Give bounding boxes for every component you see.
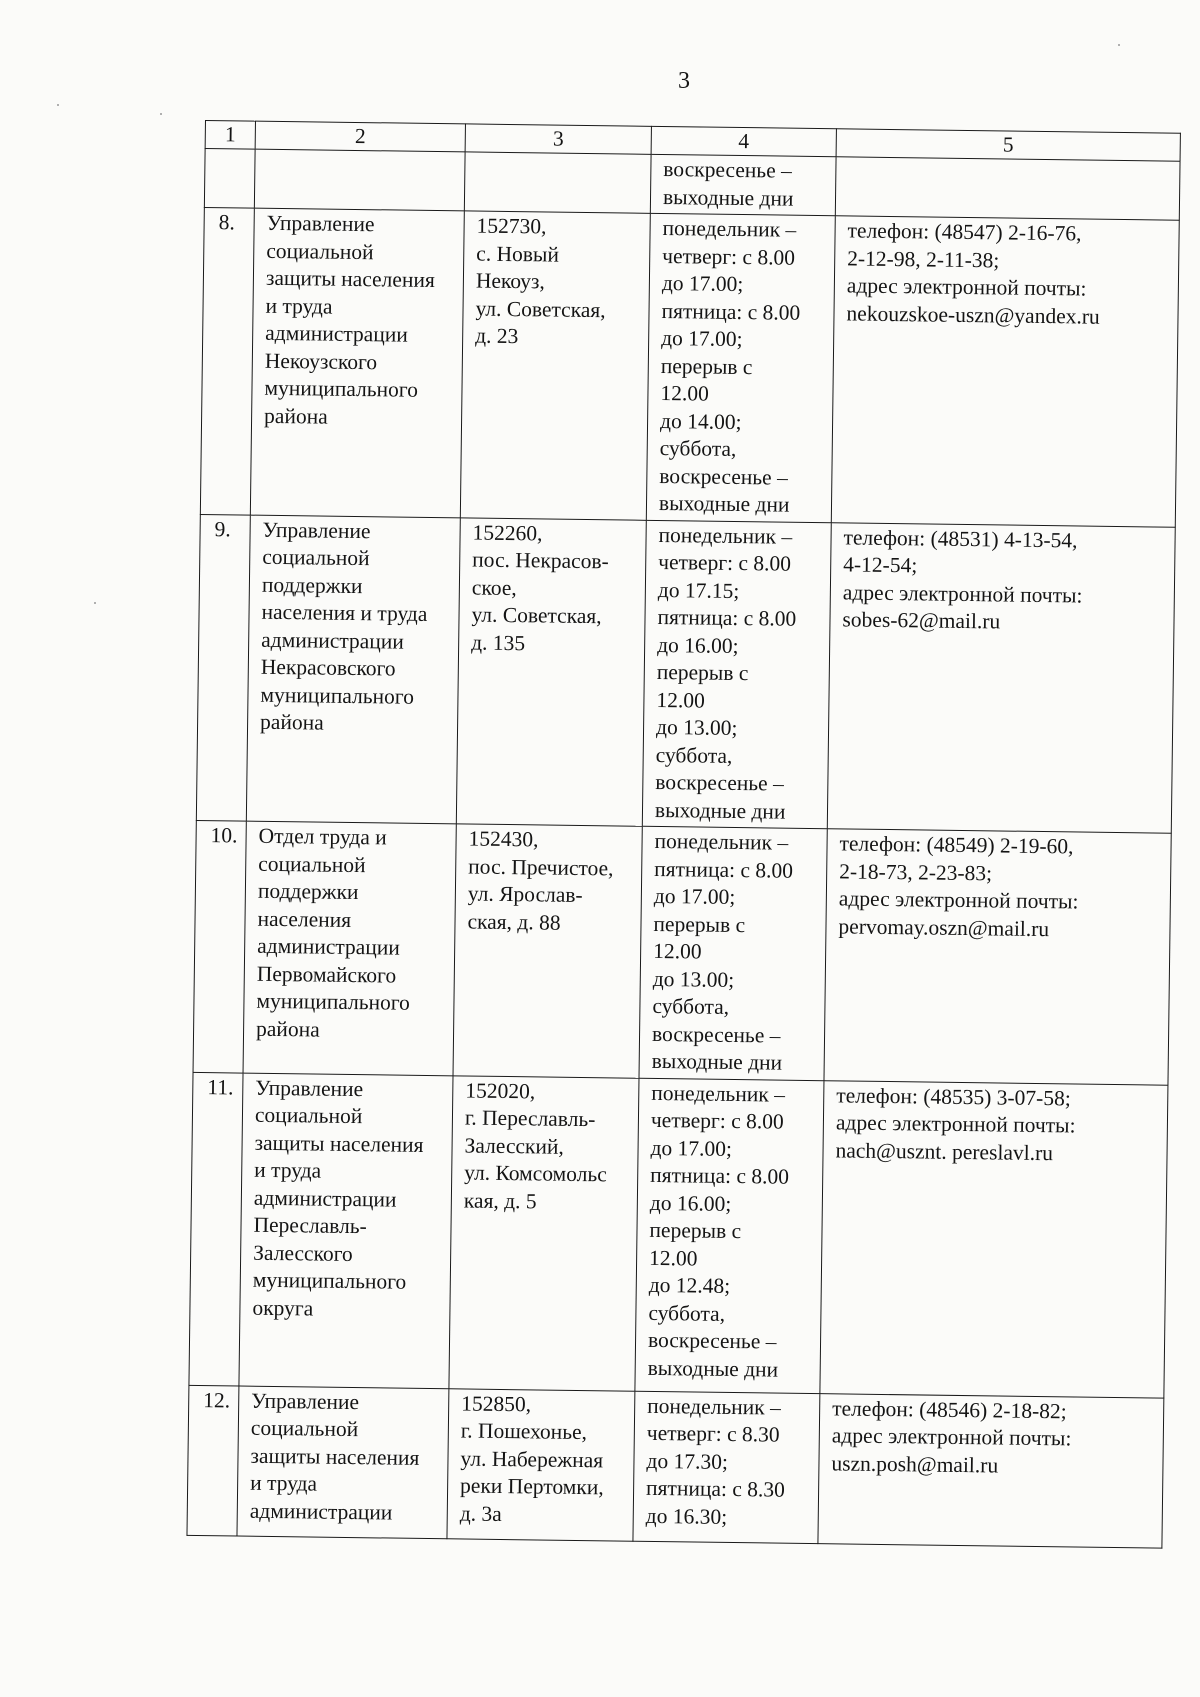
organization-name-cell: [243, 821, 456, 1075]
contacts-line: nach@usznt. pereslavl.ru: [835, 1137, 1054, 1165]
work-schedule-cell: [633, 1391, 820, 1543]
work-schedule-line: понедельник –: [647, 1393, 781, 1420]
address-line: Залесский,: [464, 1132, 564, 1159]
work-schedule-line: 12.00: [656, 687, 705, 713]
contacts-line: 2-18-73, 2-23-83;: [839, 858, 993, 885]
contacts-cell: [831, 216, 1179, 527]
address-line: г. Переславль-: [464, 1105, 596, 1132]
work-schedule-line: суббота,: [655, 742, 733, 768]
organization-name-line: поддержки: [261, 572, 363, 598]
organization-name-line: защиты населения: [265, 265, 435, 293]
work-schedule-line: до 17.00;: [650, 1135, 733, 1161]
organization-name-line: и труда: [250, 1470, 318, 1496]
address-cell: [453, 824, 642, 1078]
contacts-line: телефон: (48549) 2-19-60,: [839, 831, 1074, 859]
organization-name-line: района: [259, 709, 324, 735]
address-line: 152730,: [476, 213, 547, 239]
address-line: ское,: [471, 575, 517, 600]
row-number-cell: 8.: [200, 207, 254, 514]
work-schedule-line: понедельник –: [658, 522, 793, 549]
work-schedule-line: понедельник –: [651, 1080, 786, 1107]
address-line: с. Новый: [476, 241, 560, 267]
work-schedule-line: до 14.00;: [659, 408, 742, 434]
organization-name-line: Залесского: [253, 1240, 353, 1266]
organization-name-line: социальной: [254, 1102, 363, 1129]
address-line: Некоуз,: [475, 268, 546, 294]
organization-name-line: Первомайского: [256, 961, 397, 988]
work-schedule-cell: [639, 826, 827, 1080]
contacts-line: адрес электронной почты:: [838, 886, 1079, 914]
row-number-cell: 12.: [187, 1385, 239, 1536]
table-row: [200, 207, 1179, 526]
work-schedule-line: воскресенье –: [659, 463, 788, 490]
organization-name-line: Управление: [266, 210, 375, 237]
organization-name-line: Отдел труда и: [258, 823, 387, 850]
address-line: ская, д. 88: [467, 909, 561, 935]
work-schedule-line: воскресенье –: [651, 1021, 781, 1048]
contacts-line: uszn.posh@mail.ru: [831, 1450, 999, 1477]
work-schedule-line: пятница: с 8.00: [661, 298, 801, 325]
table-row: [189, 1072, 1168, 1398]
scan-speck: [160, 113, 162, 115]
work-schedule-line: 12.00: [653, 938, 702, 964]
work-schedule-cell: [635, 1078, 824, 1393]
scan-speck: [1118, 44, 1120, 46]
address-cell: [449, 1075, 639, 1390]
header-col-5: 5: [836, 129, 1180, 162]
work-schedule-line: четверг: с 8.00: [658, 549, 792, 576]
contacts-line: nekouzskoe-uszn@yandex.ru: [846, 300, 1100, 329]
work-schedule-cell: [642, 520, 831, 829]
work-schedule-line: до 17.15;: [657, 577, 740, 603]
organization-name-line: и труда: [265, 293, 333, 319]
work-schedule-line: до 17.00;: [653, 883, 736, 910]
contacts-line: sobes-62@mail.ru: [842, 607, 1001, 634]
work-schedule-line: выходные дни: [654, 797, 786, 824]
address-line: д. 3а: [459, 1500, 502, 1526]
continuation-address: [464, 152, 651, 213]
organization-name-line: администрации: [257, 933, 400, 960]
organization-name-line: района: [255, 1016, 320, 1042]
work-schedule-line: пятница: с 8.00: [657, 604, 797, 631]
scan-speck: [94, 602, 96, 604]
address-line: 152020,: [465, 1077, 536, 1103]
organization-name-line: района: [263, 403, 328, 429]
work-schedule-line: пятница: с 8.00: [650, 1162, 790, 1189]
address-cell: [447, 1388, 635, 1540]
work-schedule-line: суббота,: [659, 435, 737, 461]
organization-name-line: администрации: [261, 627, 404, 654]
address-line: ул. Комсомольс: [464, 1160, 607, 1187]
organization-name-line: социальной: [266, 238, 374, 264]
address-line: кая, д. 5: [463, 1187, 537, 1213]
work-schedule-line: перерыв с: [653, 911, 746, 937]
schedule-line: воскресенье –: [663, 157, 792, 183]
work-schedule-line: воскресенье –: [655, 769, 784, 796]
organization-name-line: и труда: [254, 1157, 322, 1183]
organization-name-line: населения и труда: [261, 599, 428, 626]
contacts-cell: [818, 1393, 1164, 1547]
organization-name-line: защиты населения: [250, 1443, 420, 1470]
organization-name-line: населения: [257, 906, 352, 932]
organization-name-line: администрации: [249, 1498, 393, 1525]
contacts-cell: [827, 522, 1175, 833]
address-line: г. Пошехонье,: [460, 1418, 588, 1445]
schedule-line: выходные дни: [662, 184, 794, 211]
work-schedule-line: суббота,: [648, 1300, 726, 1326]
organization-name-line: социальной: [258, 851, 366, 877]
organization-name-line: администрации: [265, 320, 408, 347]
work-schedule-line: до 17.00;: [661, 325, 743, 352]
address-line: ул. Ярослав-: [467, 881, 583, 908]
address-line: д. 23: [475, 323, 519, 349]
contacts-line: 4-12-54;: [843, 552, 918, 578]
organization-name-line: муниципального: [260, 682, 415, 709]
address-cell: [460, 211, 650, 520]
work-schedule-line: до 13.00;: [655, 714, 738, 741]
organization-name-line: муниципального: [256, 988, 411, 1015]
work-schedule-line: суббота,: [652, 993, 730, 1019]
organization-name-line: администрации: [253, 1185, 397, 1212]
header-col-1: 1: [205, 121, 255, 150]
work-schedule-line: четверг: с 8.30: [646, 1420, 780, 1447]
address-line: 152260,: [472, 520, 543, 545]
organization-name-line: социальной: [262, 544, 370, 571]
table-row: [193, 820, 1171, 1084]
organization-name-line: округа: [252, 1295, 314, 1321]
contacts-line: телефон: (48547) 2-16-76,: [847, 218, 1082, 246]
address-line: ул. Набережная: [460, 1445, 604, 1472]
organizations-table: [186, 120, 1180, 1548]
organization-name-line: Управление: [255, 1075, 364, 1101]
work-schedule-line: до 17.30;: [646, 1448, 729, 1474]
contacts-line: адрес электронной почты:: [846, 273, 1087, 301]
table-row: [196, 514, 1175, 833]
organization-name-line: Некоузского: [264, 348, 378, 374]
address-line: д. 135: [471, 630, 526, 655]
organization-name-cell: [246, 515, 460, 824]
contacts-line: адрес электронной почты:: [842, 579, 1083, 608]
table-body: [187, 121, 1180, 1548]
continuation-num: [204, 149, 255, 209]
contacts-line: 2-12-98, 2-11-38;: [847, 245, 1000, 272]
organization-name-line: Управление: [251, 1388, 360, 1414]
header-col-3: 3: [465, 124, 651, 154]
contacts-line: адрес электронной почты:: [835, 1110, 1076, 1138]
address-line: пос. Некрасов-: [472, 547, 609, 574]
address-line: реки Пертомки,: [459, 1473, 604, 1500]
work-schedule-line: 12.00: [648, 1245, 698, 1271]
work-schedule-line: до 16.30;: [645, 1503, 728, 1529]
address-cell: [456, 517, 646, 826]
work-schedule-line: до 17.00;: [661, 270, 744, 297]
address-line: 152430,: [468, 826, 539, 852]
organization-name-line: Переславль-: [253, 1212, 367, 1239]
work-schedule-line: четверг: с 8.00: [650, 1107, 784, 1134]
work-schedule-line: выходные дни: [647, 1355, 779, 1382]
work-schedule-line: выходные дни: [658, 490, 790, 517]
work-schedule-line: понедельник –: [662, 216, 797, 242]
organization-name-line: муниципального: [252, 1267, 407, 1294]
work-schedule-line: перерыв с: [660, 353, 753, 379]
organization-name-cell: [250, 208, 464, 517]
organization-name-line: Некрасовского: [260, 654, 396, 681]
organization-name-cell: [239, 1073, 453, 1389]
work-schedule-line: выходные дни: [651, 1048, 783, 1075]
scan-speck: [57, 104, 59, 106]
work-schedule-line: до 16.00;: [657, 632, 739, 658]
contacts-cell: [824, 829, 1171, 1085]
contacts-line: pervomay.oszn@mail.ru: [838, 913, 1050, 941]
organization-name-line: Управление: [262, 517, 371, 543]
work-schedule-line: пятница: с 8.00: [654, 856, 794, 883]
contacts-line: телефон: (48535) 3-07-58;: [836, 1082, 1071, 1110]
work-schedule-line: до 16.00;: [649, 1190, 732, 1216]
row-number-cell: 10.: [193, 820, 246, 1072]
header-col-4: 4: [651, 126, 836, 156]
organization-name-line: защиты населения: [254, 1130, 424, 1157]
work-schedule-line: понедельник –: [654, 828, 789, 855]
address-line: ул. Советская,: [471, 602, 602, 629]
organization-name-line: муниципального: [264, 375, 419, 402]
work-schedule-cell: [646, 213, 835, 522]
row-number-cell: 11.: [189, 1072, 243, 1386]
work-schedule-line: до 12.48;: [648, 1272, 731, 1298]
work-schedule-line: до 13.00;: [652, 966, 735, 992]
header-col-2: 2: [255, 121, 465, 152]
contacts-line: телефон: (48546) 2-18-82;: [832, 1395, 1067, 1423]
address-line: ул. Советская,: [475, 296, 606, 322]
work-schedule-line: четверг: с 8.00: [662, 243, 796, 270]
continuation-schedule: [650, 154, 836, 215]
organization-name-line: поддержки: [257, 878, 359, 905]
work-schedule-line: перерыв с: [656, 659, 749, 686]
page-number: 3: [678, 68, 690, 94]
contacts-cell: [820, 1080, 1168, 1397]
organization-name-cell: [237, 1386, 449, 1539]
work-schedule-line: воскресенье –: [647, 1327, 777, 1354]
contacts-line: телефон: (48531) 4-13-54,: [843, 524, 1078, 552]
row-number-cell: 9.: [196, 514, 250, 821]
work-schedule-line: перерыв с: [649, 1217, 742, 1244]
organization-name-line: социальной: [250, 1415, 359, 1442]
work-schedule-line: пятница: с 8.30: [645, 1475, 786, 1502]
address-line: 152850,: [461, 1390, 532, 1416]
continuation-contacts: [835, 157, 1180, 220]
continuation-name: [254, 149, 465, 211]
work-schedule-line: 12.00: [660, 380, 709, 406]
address-line: пос. Пречистое,: [468, 854, 614, 880]
contacts-line: адрес электронной почты:: [831, 1423, 1072, 1451]
table-row: [187, 1385, 1164, 1548]
